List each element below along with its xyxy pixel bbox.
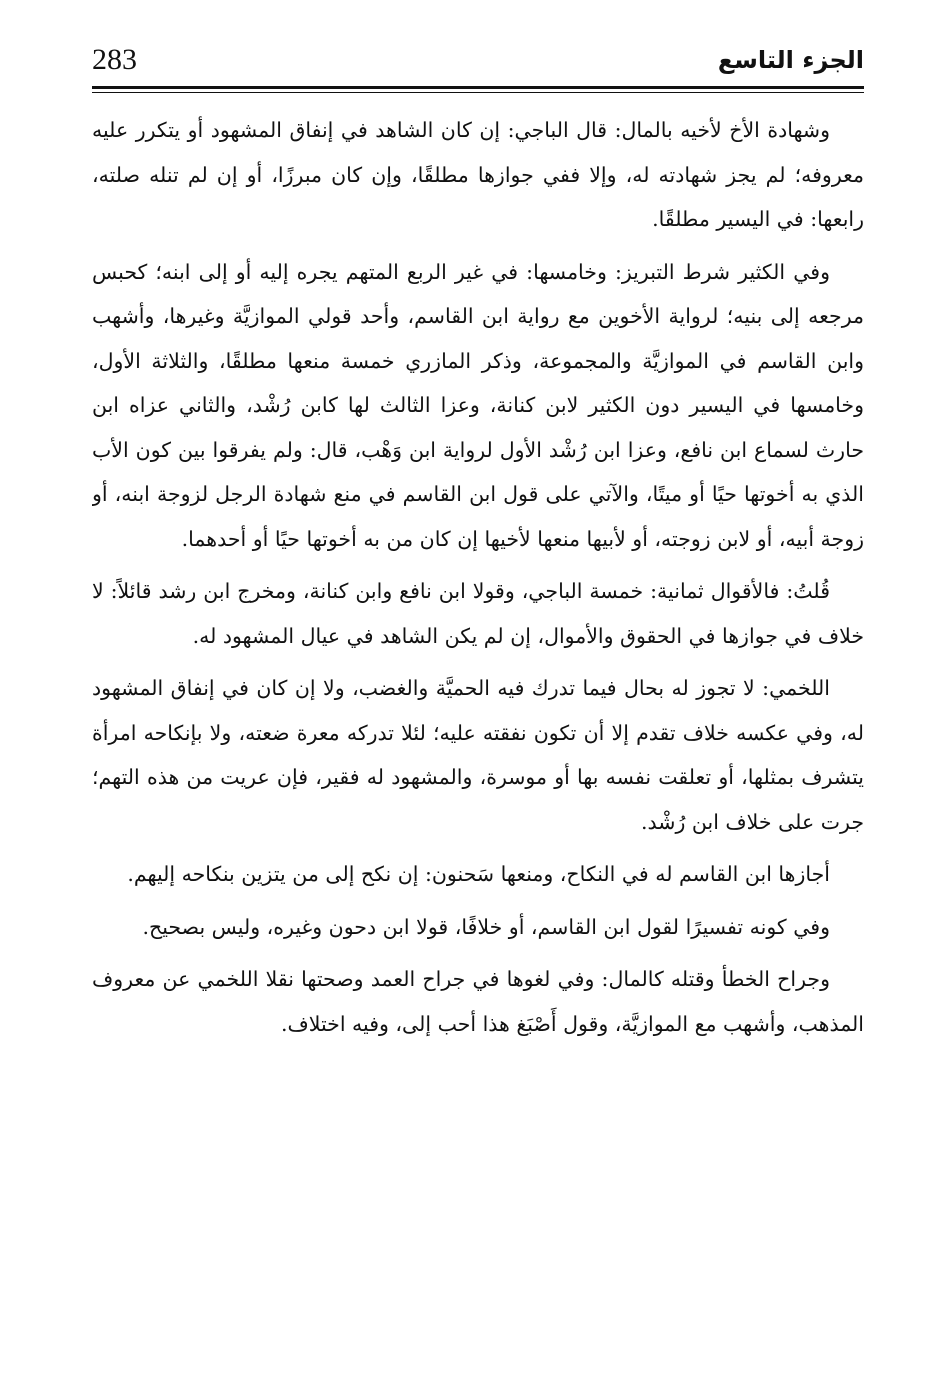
paragraph-5: أجازها ابن القاسم له في النكاح، ومنعها سَحنون: إن نكح إلى من يتزين بنكاحه إليهم. (127, 862, 830, 886)
paragraph-3: قُلتُ: فالأقوال ثمانية: خمسة الباجي، وقولا ابن نافع وابن كنانة، ومخرج ابن رشد قائلاً: لا خلاف في جوازها في الحقوق والأموال، إن لم يكن الشاهد في عيال المشهود له. (92, 579, 864, 648)
body-text (92, 108, 864, 1358)
page-header (92, 38, 864, 88)
paragraph-1: وشهادة الأخ لأخيه بالمال: قال الباجي: إن كان الشاهد في إنفاق المشهود أو يتكرر عليه معروفه؛ لم يجز شهادته له، وإلا ففي جوازها مطلقًا، وإن كان مبرزًا، أو إن لم تنله صلته، رابعها: في اليسير مطلقًا. (92, 118, 864, 231)
running-title: الجزء التاسع (717, 46, 864, 74)
paragraph-6: وفي كونه تفسيرًا لقول ابن القاسم، أو خلافًا، قولا ابن دحون وغيره، وليس بصحيح. (142, 914, 830, 939)
page-number: 283 (92, 43, 137, 76)
paragraph-2: وفي الكثير شرط التبريز: وخامسها: في غير الربع المتهم يجره إليه أو إلى ابنه؛ كحبس مرجعه إلى بنيه؛ لرواية الأخوين مع رواية ابن القاسم، وأحد قولي الموازيَّة وغيرها، وأشهب وابن القاسم في الموازيَّة والمجموعة، وذكر المازري خمسة منعها مطلقًا، والثلاثة الأول، وخامسها في اليسير دون الكثير لابن كنانة، وعزا الثالث لها كابن رُشْد، والثاني عزاه ابن حارث لسماع ابن نافع، وعزا ابن رُشْد الأول لرواية ابن وَهْب، قال: ولم يفرقوا بين كون الأب الذي به أخوتها حيًا أو ميتًا، والآتي على قول ابن القاسم في منع شهادة الرجل لزوجة ابنه، أو زوجة أبيه، أو لابن زوجته، أو لأبيها منعها لأخيها إن كان من به أخوتها حيًا أو أحدهما. (92, 259, 864, 551)
paragraph-7: وجراح الخطأ وقتله كالمال: وفي لغوها في جراح العمد وصحتها نقلا اللخمي عن معروف المذهب، وأشهب مع الموازيَّة، وقول أَصْبَغ هذا أحب إلى، وفيه اختلاف. (92, 967, 864, 1036)
header-rule-thick (92, 86, 864, 89)
paragraph-4: اللخمي: لا تجوز له بحال فيما تدرك فيه الحميَّة والغضب، ولا إن كان في إنفاق المشهود له، وفي عكسه خلاف تقدم إلا أن تكون نفقته عليه؛ لئلا تدركه معرة ضعته، ولا بإنكاحه امرأة يتشرف بمثلها، أو تعلقت نفسه بها أو موسرة، والمشهود له فقير، فإن عريت من هذه التهم؛ جرت على خلاف ابن رُشْد. (92, 676, 864, 834)
header-rule-thin (92, 92, 864, 93)
